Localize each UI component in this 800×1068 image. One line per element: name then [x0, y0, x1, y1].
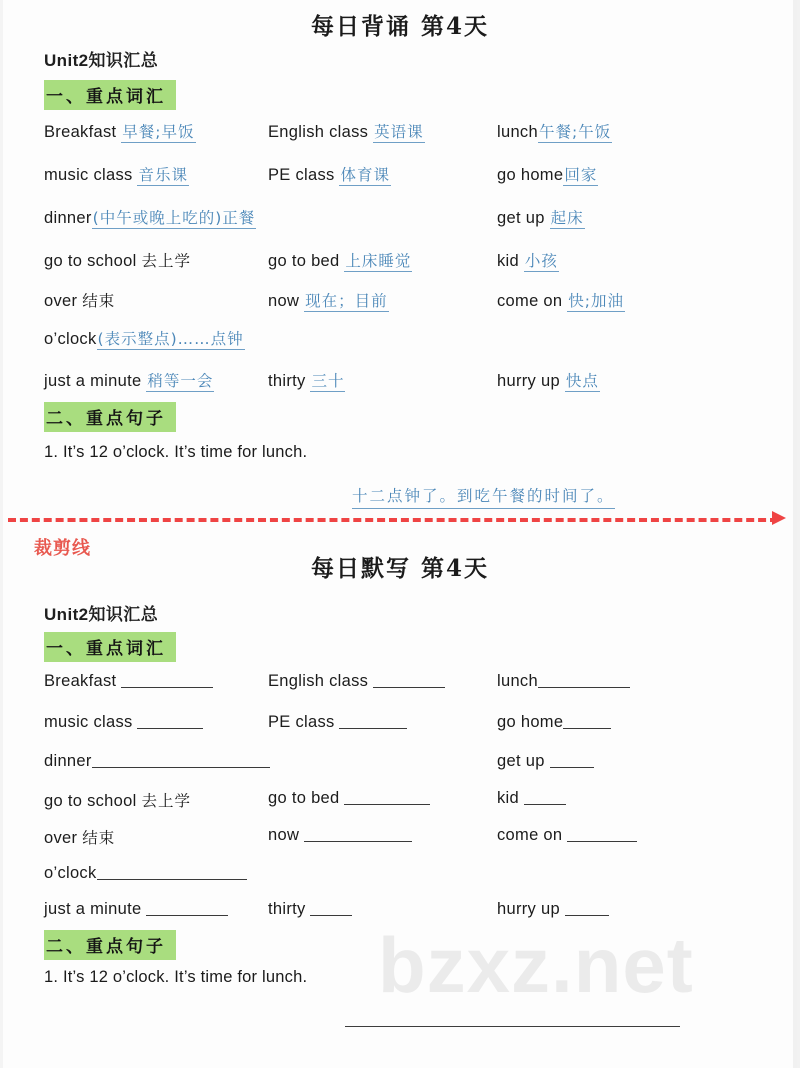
recite-vocab-item	[44, 120, 196, 142]
dictation-vocab-item[interactable]	[497, 672, 630, 691]
vocab-english-term: come on	[497, 826, 568, 844]
vocab-answer-blank[interactable]	[339, 714, 407, 729]
vocab-chinese-meaning: (表示整点)……点钟	[97, 330, 244, 348]
dictation-vocab-item[interactable]	[497, 713, 611, 732]
recite-vocab-item	[268, 120, 425, 142]
page-left-edge	[0, 0, 3, 1068]
vocab-answer-blank[interactable]	[373, 673, 445, 688]
vocab-chinese-meaning: 体育课	[340, 166, 390, 184]
vocab-english-term: over	[44, 829, 83, 847]
vocab-english-term: o’clock	[44, 864, 97, 882]
dictation-vocab-item[interactable]	[268, 672, 445, 691]
vocab-answer-blank[interactable]	[121, 673, 213, 688]
site-watermark: bzxz.net	[378, 921, 694, 1009]
dictation-unit-label: Unit2知识汇总	[44, 605, 159, 624]
recite-sentence-heading: 二、重点句子	[44, 402, 176, 432]
vocab-answer-blank[interactable]	[97, 865, 247, 880]
vocab-answer-blank[interactable]	[92, 753, 270, 768]
vocab-answer-blank[interactable]	[567, 827, 637, 842]
vocab-english-term: English class	[268, 123, 374, 141]
dictation-vocab-heading: 一、重点词汇	[44, 632, 176, 662]
vocab-chinese-meaning: 稍等一会	[147, 372, 214, 390]
vocab-answer-blank[interactable]	[538, 673, 630, 688]
dictation-vocab-item[interactable]	[497, 900, 609, 919]
recite-sentence-1-answer: 十二点钟了。到吃午餐的时间了。	[352, 484, 615, 509]
vocab-chinese-meaning: 三十	[311, 372, 345, 390]
vocab-answer-blank[interactable]	[344, 790, 430, 805]
vocab-chinese-meaning: 快点	[565, 372, 599, 390]
page-right-edge	[793, 0, 797, 1068]
recite-vocab-item	[268, 163, 391, 185]
recite-vocab-heading: 一、重点词汇	[44, 80, 176, 110]
vocab-english-term: go home	[497, 713, 564, 731]
dictation-vocab-item[interactable]	[44, 864, 247, 883]
vocab-english-term: lunch	[497, 123, 538, 141]
vocab-english-term: now	[268, 826, 305, 844]
vocab-chinese-meaning: 起床	[550, 209, 584, 227]
vocab-english-term: Breakfast	[44, 123, 122, 141]
vocab-english-term: lunch	[497, 672, 538, 690]
vocab-chinese-meaning: 上床睡觉	[345, 252, 412, 270]
dictation-sentence-1-answer-blank[interactable]	[345, 1026, 680, 1027]
vocab-chinese-meaning: 去上学	[141, 792, 191, 810]
dictation-sentence-1: 1. It’s 12 o’clock. It’s time for lunch.	[44, 968, 308, 986]
vocab-english-term: English class	[268, 672, 374, 690]
cut-line-arrow-icon	[772, 511, 786, 525]
dictation-vocab-item[interactable]	[268, 900, 352, 919]
vocab-chinese-meaning: 现在；目前	[305, 292, 388, 310]
vocab-english-term: music class	[44, 713, 138, 731]
dictation-sentence-heading: 二、重点句子	[44, 930, 176, 960]
dictation-vocab-item[interactable]	[268, 789, 430, 808]
dictation-vocab-item[interactable]	[268, 713, 407, 732]
dictation-vocab-item[interactable]	[497, 789, 566, 808]
recite-vocab-item	[497, 120, 612, 142]
recite-sentence-1: 1. It’s 12 o’clock. It’s time for lunch.	[44, 443, 308, 461]
vocab-chinese-meaning: 结束	[82, 292, 116, 310]
vocab-english-term: dinner	[44, 752, 92, 770]
vocab-chinese-meaning: (中午或晚上吃的)正餐	[92, 209, 256, 227]
dictation-vocab-item[interactable]	[44, 713, 203, 732]
recite-unit-label: Unit2知识汇总	[44, 51, 159, 70]
vocab-english-term: PE class	[268, 166, 340, 184]
recite-vocab-item	[44, 327, 245, 349]
vocab-chinese-meaning: 早餐;早饭	[122, 123, 195, 141]
vocab-english-term: over	[44, 292, 83, 310]
vocab-chinese-meaning: 回家	[564, 166, 598, 184]
dictation-vocab-item[interactable]	[268, 826, 412, 845]
vocab-english-term: go home	[497, 166, 564, 184]
dictation-vocab-item[interactable]	[44, 672, 213, 691]
vocab-english-term: thirty	[268, 372, 311, 390]
recite-vocab-item	[44, 163, 189, 185]
vocab-english-term: thirty	[268, 900, 311, 918]
vocab-english-term: music class	[44, 166, 138, 184]
vocab-english-term: dinner	[44, 209, 92, 227]
recite-vocab-item	[44, 206, 256, 228]
vocab-chinese-meaning: 小孩	[524, 252, 558, 270]
dictation-vocab-item[interactable]	[44, 789, 191, 811]
vocab-english-term: Breakfast	[44, 672, 122, 690]
vocab-english-term: go to bed	[268, 789, 345, 807]
vocab-english-term: hurry up	[497, 900, 565, 918]
vocab-english-term: go to school	[44, 252, 142, 270]
vocab-english-term: get up	[497, 752, 550, 770]
dictation-title: 每日默写 第4天	[310, 555, 489, 582]
vocab-english-term: o’clock	[44, 330, 97, 348]
dictation-vocab-item[interactable]	[44, 826, 115, 848]
vocab-english-term: PE class	[268, 713, 340, 731]
vocab-english-term: now	[268, 292, 305, 310]
recite-title: 每日背诵 第4天	[310, 13, 489, 40]
vocab-english-term: go to bed	[268, 252, 345, 270]
vocab-answer-blank[interactable]	[137, 714, 203, 729]
vocab-answer-blank[interactable]	[524, 790, 566, 805]
vocab-english-term: kid	[497, 789, 524, 807]
dictation-vocab-item[interactable]	[497, 752, 594, 771]
vocab-english-term: get up	[497, 209, 550, 227]
dictation-vocab-item[interactable]	[497, 826, 637, 845]
vocab-chinese-meaning: 音乐课	[138, 166, 188, 184]
vocab-english-term: hurry up	[497, 372, 565, 390]
vocab-english-term: go to school	[44, 792, 142, 810]
cut-line-dashes	[8, 518, 778, 522]
recite-vocab-item	[497, 369, 600, 391]
recite-vocab-item	[497, 163, 598, 185]
recite-vocab-item	[268, 249, 412, 271]
recite-vocab-item	[497, 249, 559, 271]
dictation-vocab-item[interactable]	[44, 752, 270, 771]
recite-vocab-item	[44, 369, 214, 391]
vocab-answer-blank[interactable]	[304, 827, 412, 842]
vocab-chinese-meaning: 快;加油	[568, 292, 625, 310]
vocab-english-term: kid	[497, 252, 524, 270]
vocab-answer-blank[interactable]	[146, 901, 228, 916]
recite-vocab-item	[497, 289, 625, 311]
recite-vocab-item	[497, 206, 585, 228]
cut-line-label: 裁剪线	[34, 538, 91, 559]
vocab-answer-blank[interactable]	[565, 901, 609, 916]
dictation-vocab-item[interactable]	[44, 900, 228, 919]
vocab-english-term: just a minute	[44, 900, 147, 918]
vocab-chinese-meaning: 结束	[82, 829, 116, 847]
vocab-english-term: come on	[497, 292, 568, 310]
vocab-answer-blank[interactable]	[550, 753, 594, 768]
recite-vocab-item	[268, 369, 345, 391]
vocab-english-term: just a minute	[44, 372, 147, 390]
vocab-answer-blank[interactable]	[563, 714, 611, 729]
recite-vocab-item	[44, 289, 115, 311]
recite-vocab-item	[44, 249, 191, 271]
vocab-chinese-meaning: 英语课	[374, 123, 424, 141]
vocab-answer-blank[interactable]	[310, 901, 352, 916]
vocab-chinese-meaning: 去上学	[141, 252, 191, 270]
vocab-chinese-meaning: 午餐;午饭	[538, 123, 612, 141]
recite-vocab-item	[268, 289, 389, 311]
